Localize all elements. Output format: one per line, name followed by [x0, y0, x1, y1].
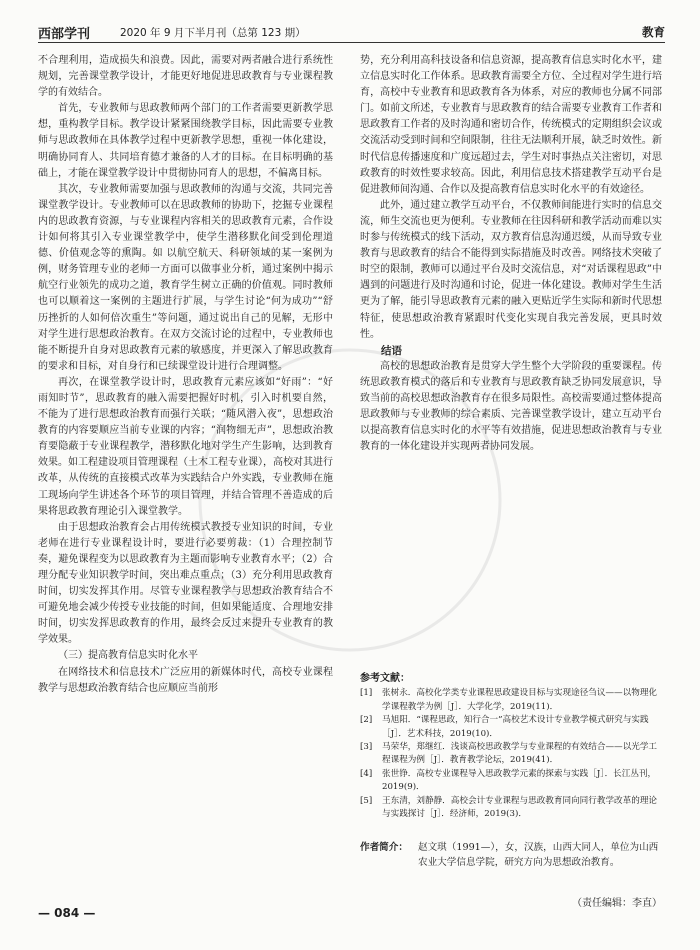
references-title: 参考文献：	[360, 673, 410, 684]
reference-item	[360, 741, 662, 768]
responsible-editor: （责任编辑：李直）	[572, 898, 662, 909]
reference-item	[360, 714, 662, 741]
paragraph: 在网络技术和信息技术广泛应用的新媒体时代，高校专业课程教学与思想政治教育结合也应顺应当前形	[38, 666, 333, 694]
left-column	[38, 53, 333, 697]
section-label: 教育	[642, 25, 665, 39]
reference-text: 王东清，刘静静．高校会计专业课程与思政教育同向同行教学改革的理论与实践探讨［J］．经济师，2019(3)．	[382, 795, 658, 820]
references-section	[360, 672, 662, 821]
author-text: 赵文琪（1991—），女，汉族，山西大同人，单位为山西农业大学信息学院，研究方向为思想政治教育。	[418, 842, 659, 868]
author-label: 作者简介：	[360, 842, 408, 853]
paragraph: 其次，专业教师需要加强与思政教师的沟通与交流，共同完善课堂教学设计。专业教师可以在思政教师的协助下，挖掘专业课程内的思政教育资源，与专业课程内容相关的思政教育元素，合作设计如何将其引入专业课堂教学中，使学生潜移默化间受到伦理道德、价值观念等的熏陶。如 以航空航天、科研领域的某一案例为例，财务管理专业的老师一方面可以做事业分析，通过案例中揭示航空行业领先的成功之道，教育学生树立正确的价值观。同时教师也可以顺着这一案例的主题进行扩展，与学生讨论“何为成功”“舒历挫折的人如何倍次重生”等问题，通过说出自己的见解，无形中对学生进行思想政治教育。在双方交流讨论的过程中，专业教师也能不断提升自身对思政教育元素的敏感度，并更深入了解思政教育的要求和目标，对自身行和已续课堂设计进行合理调整。	[38, 183, 333, 372]
journal-masthead: 西部学刊	[38, 27, 91, 42]
reference-number: [2]	[360, 715, 373, 726]
reference-number: [1]	[360, 688, 373, 699]
issue-info: 2020 年 9 月下半月刊（总第 123 期）	[120, 27, 306, 39]
references-list	[360, 687, 662, 821]
paragraph: 此外，通过建立教学互动平台，不仅教师间能进行实时的信息交流，师生交流也更为便利。专业教师在往因科研和教学活动而难以实时参与传统模式的线下活动，双方教育信息沟通迟缓，从而导致专业教育与思政教育的结合不能得到实际措施及时改善。网络技术突破了时空的限制，教师可以通过平台及时交流信息，对“对话课程思政”中遇到的问题进行及时沟通和讨论，促进一体化建设。教师对学生生活更为了解，能引导思政教育元素的融入更贴近学生实际和新时代思想特征，使思想政治教育紧跟时代变化实现自我完善发展，更具时效性。	[360, 199, 662, 340]
paragraph: 再次，在课堂教学设计时，思政教育元素应该如“好雨”：“好雨知时节”，思政教育的融入需要把握好时机，引入时机要自然，不能为了进行思想政治教育而强行关联；“随风潜入夜”，思想政治教育的内容要顺应当前专业课的内容；“润物细无声”，思想政治教育要隐蔽于专业课程教学，潜移默化地对学生产生影响，达到教育效果。如工程建设项目管理课程（土木工程专业课），高校对其进行改革，从传统的直接模式改革为实践结合户外实践，专业教师在施工现场向学生讲述各个环节的项目管理，并结合管理不善造成的后果将思政教育理论引入课堂教学。	[38, 376, 333, 517]
reference-item	[360, 795, 662, 822]
reference-text: 张世铮．高校专业课程导入思政教学元素的探索与实践［J］．长江丛刊，2019(9)．	[382, 768, 657, 793]
right-column	[360, 53, 662, 455]
reference-number: [5]	[360, 795, 373, 806]
paragraph: 不合理利用，造成损失和浪费。因此，需要对两者融合进行系统性规划，完善课堂教学设计，才能更好地促进思政教育与专业课程教学的有效结合。	[38, 55, 333, 99]
reference-number: [4]	[360, 768, 373, 779]
conclusion-heading: 结语	[381, 344, 402, 357]
paragraph: 高校的思想政治教育是贯穿大学生整个大学阶段的重要课程。传统思政教育模式的落后和专业教育与思政教育缺乏协同发展意识，导致当前的高校思想政治教育存在很多局限性。高校需要通过整体提高思政教师与专业教师的综合素质、完善课堂教学设计，建立互动平台以提高教育信息实时化的水平等有效措施，促进思想政治教育与专业教育的一体化建设并实现两者协同发展。	[360, 360, 662, 453]
reference-number: [3]	[360, 742, 373, 753]
reference-item	[360, 768, 662, 795]
reference-text: 马荣华，郑继红．浅谈高校思政教学与专业课程的有效结合——以光学工程课程为例［J］．教育教学论坛，2019(41)．	[382, 742, 658, 766]
paragraph: 由于思想政治教育会占用传统模式教授专业知识的时间，专业老师在进行专业课程设计时，要进行必要剪裁：（1）合理控制节奏，避免课程变为以思政教育为主题而影响专业教育水平；（2）合理分配专业知识教学时间，突出难点重点；（3）充分利用思政教育时间，切实发挥其作用。尽管专业课程教学与思想政治教育结合不可避免地会减少传授专业技能的时间，但如果能适度、合理地安排时间，切实发挥思政教育的作用，最终会反过来提升专业教育的教学效果。	[38, 521, 333, 646]
reference-text: 张树永．高校化学类专业课程思政建设目标与实现途径刍议——以物理化学课程教学为例［J］．大学化学，2019(11)．	[382, 688, 658, 712]
page-header	[38, 20, 665, 43]
paragraph: 势，充分利用高科技设备和信息资源，提高教育信息实时化水平，建立信息实时化工作体系。思政教育需要全方位、全过程对学生进行培育，高校中专业教育和思政教育各为体系，对应的教师也分属不同部门。如前文所述，专业教育与思政教育的结合需要专业教育工作者和思政教育工作者的及时沟通和密切合作，传统模式的定期组织会议或交流活动受到时间和空间限制，往往无法顺利开展，缺乏时效性。新时代信息传播速度和广度远超过去，学生对时事热点关注密切，对思政教育的时效性要求较高。因此，利用信息技术搭建教学互动平台是促进教师间沟通、合作以及提高教育信息实时化水平的有效途径。	[360, 55, 662, 195]
paragraph: 首先，专业教师与思政教师两个部门的工作者需要更新教学思想，重构教学目标。教学设计紧紧围绕教学目标，因此需要专业教师与思政教师在具体教学过程中更新教学思想，重视一体化建设，明确协同育人、共同培育德才兼备的人才的目标。在目标明确的基础上，才能在课堂教学设计中贯彻协同育人的思想，不偏离目标。	[38, 103, 333, 179]
page-number: — 084 —	[38, 906, 96, 920]
reference-text: 马旭阳．“课程思政，知行合一”高校艺术设计专业教学模式研究与实践［J］．艺术科技，2019(10)．	[382, 715, 649, 739]
section-subheading: （三）提高教育信息实时化水平	[58, 650, 198, 662]
reference-item	[360, 687, 662, 714]
author-bio	[360, 840, 662, 870]
